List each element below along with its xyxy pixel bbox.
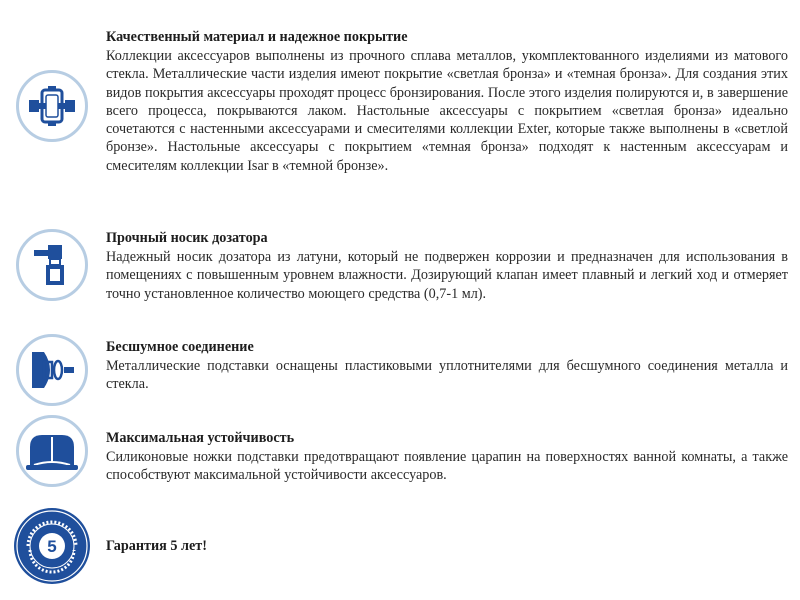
feature-material-text <box>106 28 788 175</box>
feature-nozzle-text <box>106 229 788 303</box>
feature-title: Прочный носик дозатора <box>106 230 268 246</box>
feature-title: Качественный материал и надежное покрытие <box>106 29 408 45</box>
feature-body: Коллекции аксессуаров выполнены из прочного сплава металлов, укомплектованного изделиями из матового стекла. Металлические части изделия имеют покрытие «светлая бронза» и «темная бронза». Для создания этих видов покрытия аксессуары проходят процесс бронзирования. После этого изделия полируются и, в завершение всего процесса, покрываются лаком. Настольные аксессуары с покрытием «светлая бронза» идеально сочетаются с настенными аксессуарами и смесителями коллекции Exter, которые также выполнены в «светлой бронзе». Настольные аксессуары с покрытием «темная бронза» подходят к настенным аксессуарам и смесителям коллекции Isar в «темной бронзе». <box>106 48 788 174</box>
silent-connection-icon <box>16 334 88 406</box>
feature-stability-text <box>106 429 788 485</box>
svg-text:5: 5 <box>47 537 57 556</box>
feature-title: Гарантия 5 лет! <box>106 538 207 554</box>
material-coating-icon <box>16 70 88 142</box>
feature-title: Бесшумное соединение <box>106 339 254 355</box>
feature-silent-text <box>106 338 788 394</box>
feature-body: Металлические подставки оснащены пластиковыми уплотнителями для бесшумного соединения металла и стекла. <box>106 358 788 393</box>
feature-title: Максимальная устойчивость <box>106 430 295 446</box>
feature-body: Надежный носик дозатора из латуни, который не подвержен коррозии и предназначен для использования в помещениях с повышенным уровнем влажности. Дозирующий клапан имеет плавный и легкий ход и отмеряет точно установленное количество моющего средства (0,7-1 мл). <box>106 249 788 302</box>
stability-feet-icon <box>16 415 88 487</box>
dispenser-nozzle-icon <box>16 229 88 301</box>
feature-guarantee-text <box>106 537 788 556</box>
guarantee-seal-icon <box>14 508 90 584</box>
feature-body: Силиконовые ножки подставки предотвращают появление царапин на поверхностях ванной комнаты, а также способствуют максимальной устойчивости аксессуаров. <box>106 449 788 484</box>
